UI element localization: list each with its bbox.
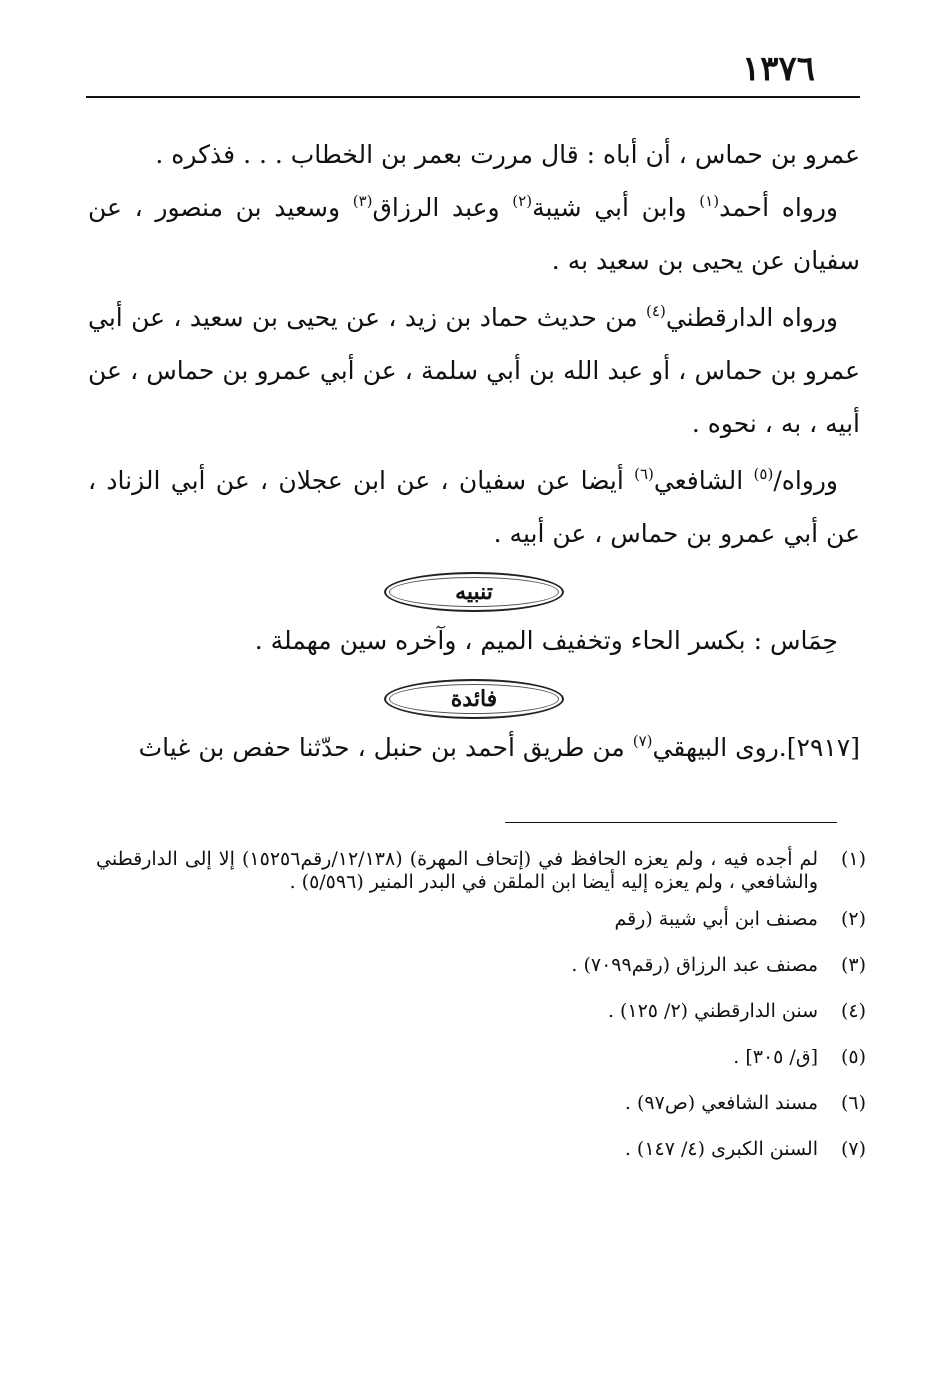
footnote-text: السنن الكبرى (٤/ ١٤٧) . [624, 1138, 818, 1160]
footnote-mark: (٤) [840, 1000, 866, 1022]
footnote-1 [96, 848, 866, 894]
page-number: ١٣٧٦ [742, 49, 816, 89]
footnote-ref-2[interactable]: (٢) [512, 192, 533, 210]
footnote-ref-1[interactable]: (١) [699, 192, 720, 210]
text: [٢٩١٧].روى البيهقي [652, 733, 860, 762]
text: ورواه الدارقطني [665, 303, 838, 332]
heading-tanbih [88, 564, 860, 612]
paragraph-4 [88, 454, 860, 560]
footnote-6 [96, 1092, 866, 1115]
footnote-5 [96, 1046, 866, 1069]
paragraph-3 [88, 291, 860, 450]
footnote-2 [96, 908, 866, 931]
footnote-text: [ق/ ٣٠٥] . [733, 1046, 818, 1068]
text: وعبد الرزاق [372, 193, 513, 222]
footnotes [96, 848, 866, 1184]
footnote-ref-3[interactable]: (٣) [352, 192, 373, 210]
footnote-7 [96, 1138, 866, 1161]
text: أيضا عن سفيان ، عن ابن عجلان ، عن أبي الزناد ، عن أبي عمرو بن حماس ، عن أبيه . [88, 466, 860, 548]
note-hamas: حِمَاس : بكسر الحاء وتخفيف الميم ، وآخره سين مهملة . [254, 626, 838, 655]
text: من حديث حماد بن زيد ، عن يحيى بن سعيد ، عن أبي عمرو بن حماس ، أو عبد الله بن أبي سلمة ، عن أبي عمرو بن حماس ، عن أبيه ، به ، نحوه . [88, 303, 860, 438]
footnote-text: مسند الشافعي (ص٩٧) . [624, 1092, 818, 1114]
footnote-mark: (١) [840, 848, 866, 870]
footnote-mark: (٣) [840, 954, 866, 976]
footnote-rule [505, 822, 837, 823]
text: وابن أبي شيبة [532, 193, 700, 222]
text: ورواه/ [773, 466, 838, 495]
footnote-text: مصنف عبد الرزاق (رقم٧٠٩٩) . [571, 954, 818, 976]
text: وسعيد بن منصور ، عن سفيان عن يحيى بن سعيد به . [88, 193, 860, 275]
footnote-ref-4[interactable]: (٤) [646, 302, 666, 320]
heading-pill: فائدة [384, 679, 564, 719]
footnote-mark: (٥) [840, 1046, 866, 1068]
footnote-3 [96, 954, 866, 977]
header-rule [86, 96, 860, 98]
footnote-mark: (٦) [840, 1092, 866, 1114]
footnote-ref-7[interactable]: (٧) [632, 732, 653, 750]
footnote-4 [96, 1000, 866, 1023]
footnote-text: سنن الدارقطني (٢/ ١٢٥) . [607, 1000, 818, 1022]
main-text [88, 128, 860, 774]
footnote-ref-5[interactable]: (٥) [753, 465, 774, 483]
footnote-ref-6[interactable]: (٦) [634, 465, 654, 483]
text: ورواه أحمد [719, 193, 838, 222]
text: من طريق أحمد بن حنبل ، حدّثنا حفص بن غياث [138, 733, 633, 762]
paragraph-5 [88, 721, 860, 774]
heading-faida [88, 671, 860, 719]
text: الشافعي [653, 466, 754, 495]
footnote-mark: (٢) [840, 908, 866, 930]
footnote-text: لم أجده فيه ، ولم يعزه الحافظ في (إتحاف المهرة) (١٢/١٣٨/رقم١٥٢٥٦) إلا إلى الدارقطني والشافعي ، ولم يعزه إليه أيضا ابن الملقن في البدر المنير (٥/٥٩٦) . [96, 848, 818, 893]
heading-pill: تنبيه [384, 572, 564, 612]
footnote-mark: (٧) [840, 1138, 866, 1160]
footnote-text: مصنف ابن أبي شيبة (رقم [614, 908, 818, 930]
paragraph-2 [88, 181, 860, 287]
paragraph-1: عمرو بن حماس ، أن أباه : قال مررت بعمر بن الخطاب . . . فذكره . [155, 140, 860, 169]
